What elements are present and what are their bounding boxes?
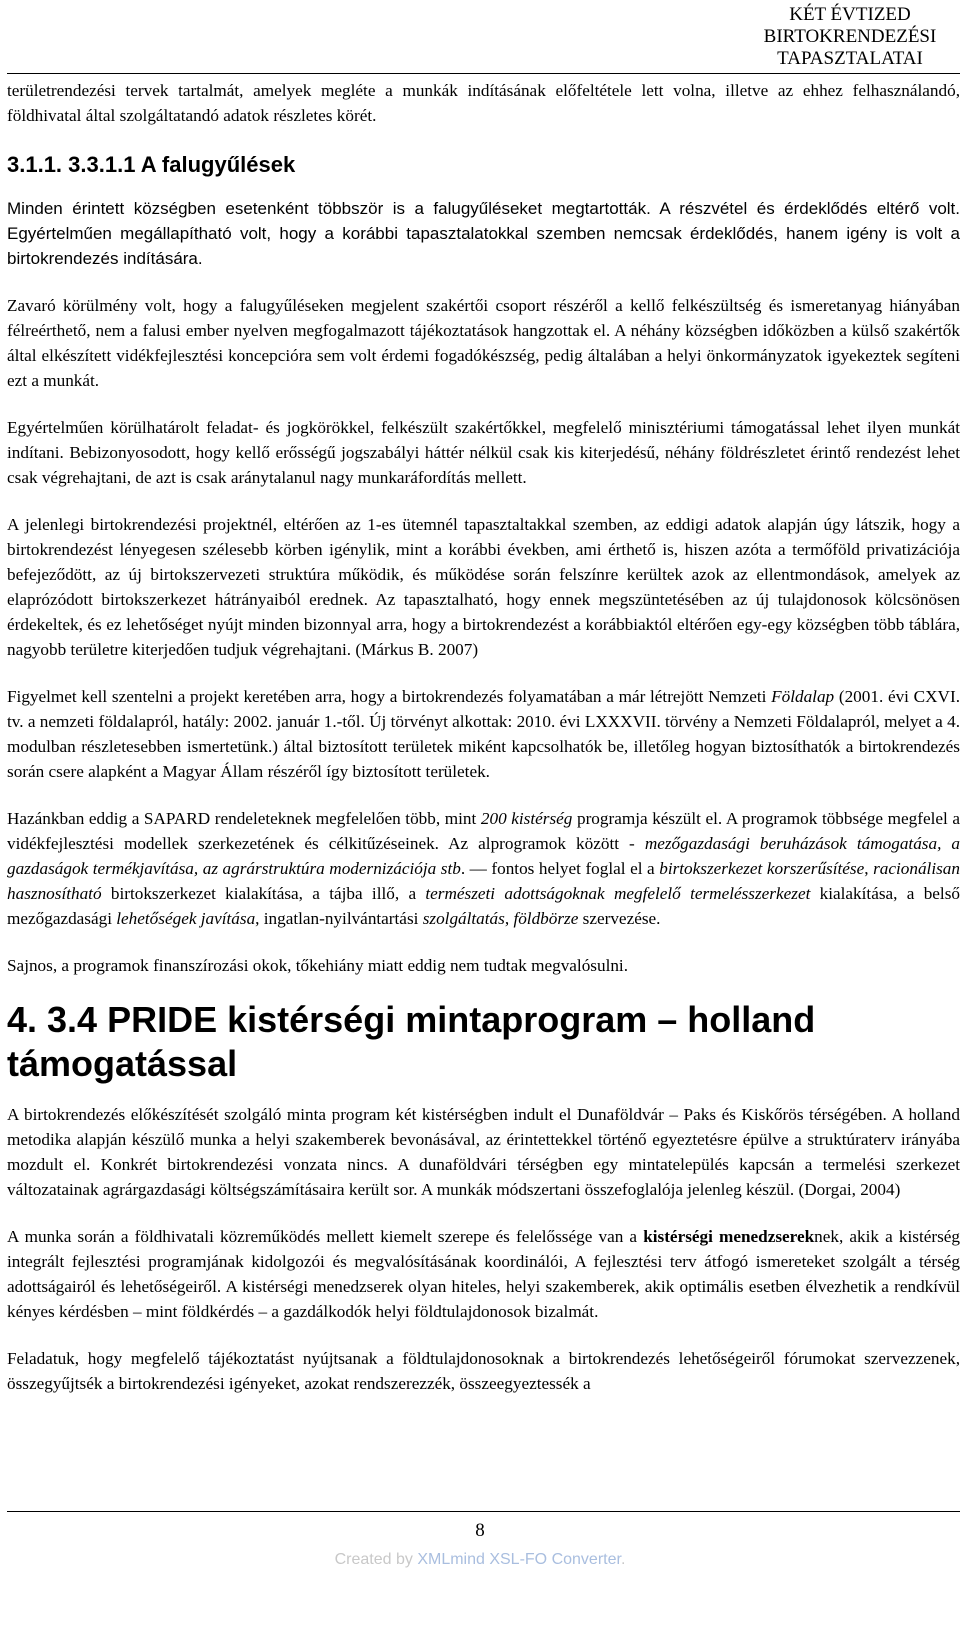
paragraph-birtokrendezes-elokeszitese: A birtokrendezés előkészítését szolgáló minta program két kistérségben indult el Dunaföldvár – Paks és Kiskőrös térségében. A holland metodika alapján készülő munka a helyi szakemberek bevonásával, az érintettekkel történő egyeztetésre épülve a struktúraterv irányába mozdult el. Konkrét birtokrendezési vonzata nincs. A dunaföldvári térségben egy mintatelepülés kapcsán a termelési szerkezet változatainak agrárgazdasági költségszámításaira került sor. A munkák módszertani összefoglalója jelenleg készül. (Dorgai, 2004) bbox=[7, 1105, 960, 1199]
paragraph-jelenlegi: A jelenlegi birtokrendezési projektnél, eltérően az 1-es ütemnél tapasztaltakkal szemben, az eddigi adatok alapján úgy látszik, hogy a birtokrendezést lényegesen szélesebb körben igénylik, mint a korábbi években, ami érthető is, hiszen azóta a termőföld privatizációja befejeződött, az új birtokszervezeti struktúra működik, és működése során felszínre kerültek azok az ellentmondások, amelyek az elaprózódott birtokszerkezet hátrányaiból erednek. Az tapasztalható, hogy ennek megszüntetésében az új tulajdonosok kölcsönösen érdekeltek, és ez lehetőséget nyújt minden bizonnyal arra, hogy a birtokrendezést a korábbiaktól eltérően egy-egy községben több táblára, nagyobb területre kiterjedően tudjuk végrehajtani. (Márkus B. 2007) bbox=[7, 515, 960, 659]
paragraph-egyertelmuen: Egyértelműen körülhatárolt feladat- és jogkörökkel, felkészült szakértőkkel, megfelelő minisztériumi támogatással lehet ilyen munkát indítani. Bebizonyosodott, hogy kellő erősségű jogszabályi háttér nélkül csak kis kiterjedésű, néhány földrészletet érintő rendezést lehet csak végrehajtani, de azt is csak aránytalanul nagy munkaráfordítás mellett. bbox=[7, 418, 960, 487]
p6-italic-racionalisan: racionálisan hasznosítható bbox=[7, 859, 960, 903]
page-content bbox=[7, 78, 960, 1396]
page-number: 8 bbox=[475, 1520, 485, 1541]
p5-text-c: (2001. évi CXVI. tv. a nemzeti földalapról, hatály: 2002. január 1.-től. Új törvényt alkottak: 2010. évi LXXXVII. törvény a Nemzeti Földalapról, melyet a 4. modulban részletesebben ismertetünk.) által biztosított területek miként kapcsolhatók be, illetőleg hogyan biztosíthatók a birtokrendezés során csere alapként a Magyar Állam részéről így biztosított területek. bbox=[7, 687, 960, 781]
paragraph-zavaro: Zavaró körülmény volt, hogy a falugyűléseken megjelent szakértői csoport részéről a kellő felkészültség és ismeretanyag hiányában félreérthető, nem a falusi ember nyelven megfogalmazott tájékoztatások hangzottak el. A néhány községben időközben a külső szakértők által elkészített vidékfejlesztési koncepcióra sem volt érdemi fogadókészség, pedig általában a helyi önkormányzatok igyekeztek segíteni ezt a munkát. bbox=[7, 296, 960, 390]
header-line-3: TAPASZTALATAI bbox=[777, 48, 923, 69]
p9-text-c: nek, akik a kistérség integrált fejlesztési programjának kidolgozói és megvalósításának koordinálói, A fejlesztési terv átfogó ismereteket szolgált a térség adottságairól és lehetőségeiről. A kistérségi menedzserek olyan hiteles, helyi szakemberek, akik optimális esetben élvezhetik a rendkívül kényes kérdésben – mint földkérdés – a gazdálkodók helyi földtulajdonosok bizalmát. bbox=[7, 1227, 960, 1321]
paragraph-falugyulesek bbox=[7, 196, 960, 271]
p6-text-o: , bbox=[504, 909, 514, 928]
p6-text-a: Hazánkban eddig a SAPARD rendeleteknek megfelelően több, mint bbox=[7, 809, 481, 828]
p5-text-a: Figyelmet kell szentelni a projekt keretében arra, hogy a birtokrendezés folyamatában a már létrejött Nemzeti bbox=[7, 687, 772, 706]
p6-text-i: birtokszerkezet kialakítása, a tájba illő, a bbox=[101, 884, 426, 903]
p6-text-g: , bbox=[864, 859, 874, 878]
converter-credit bbox=[0, 1551, 960, 1569]
header-divider bbox=[7, 73, 960, 74]
header-line-2: BIRTOKRENDEZÉSI bbox=[763, 26, 937, 47]
paragraph-munka-soran bbox=[7, 1224, 960, 1324]
p5-italic-foldalap: Földalap bbox=[771, 687, 835, 706]
p6-text-q: szervezése. bbox=[578, 909, 661, 928]
created-by-text: Created by bbox=[334, 1551, 418, 1568]
p6-italic-kisterseg: 200 kistérség bbox=[480, 809, 573, 828]
header-line-1: KÉT ÉVTIZED bbox=[789, 4, 911, 25]
p6-text-m: , ingatlan-nyilvántartási bbox=[255, 909, 423, 928]
converter-link[interactable]: XMLmind XSL-FO Converter bbox=[417, 1551, 621, 1568]
p6-italic-szolgaltatas: szolgáltatás bbox=[422, 909, 505, 928]
chapter-title: 4. 3.4 PRIDE kistérségi mintaprogram – holland támogatással bbox=[7, 999, 816, 1084]
section-title: 3.1.1. 3.3.1.1 A falugyűlések bbox=[7, 152, 296, 177]
p6-italic-lehetosegek: lehetőségek javítása bbox=[116, 909, 256, 928]
p6-italic-foldborze: földbörze bbox=[513, 909, 579, 928]
credit-period: . bbox=[620, 1551, 626, 1568]
paragraph-feladatuk: Feladatuk, hogy megfelelő tájékoztatást nyújtsanak a földtulajdonosoknak a birtokrendezés lehetőségeiről fórumokat szervezzenek, összegyűjtsék a birtokrendezési igényeket, azokat rendszerezzék, összeegyeztessék a bbox=[7, 1349, 960, 1393]
p6-italic-beruhazasok: mezőgazdasági beruházások támogatása, a gazdaságok termékjavítása, az agrárstruktúra modernizációja stb bbox=[7, 834, 960, 878]
p6-italic-korszerusitese: birtokszerkezet korszerűsítése bbox=[659, 859, 865, 878]
running-header bbox=[740, 4, 960, 70]
p6-text-k: kialakítása, a belső mezőgazdasági bbox=[7, 884, 960, 928]
paragraph-sajnos: Sajnos, a programok finanszírozási okok, tőkehiány miatt eddig nem tudtak megvalósulni. bbox=[7, 956, 629, 975]
p6-italic-termeszeti: természeti adottságoknak megfelelő termelésszerkezet bbox=[425, 884, 811, 903]
p6-text-c: programja készült el. A programok többsége megfelel a vidékfejlesztési modellek szerkezetének és célkitűzéseinek. Az alprogramok között - bbox=[7, 809, 960, 853]
p9-text-a: A munka során a földhivatali közreműködés mellett kiemelt szerepe és felelőssége van a bbox=[7, 1227, 644, 1246]
paragraph-falugyulesek-text: Minden érintett községben esetenként többször is a falugyűléseket megtartották. A részvétel és érdeklődés eltérő volt. Egyértelműen megállapítható volt, hogy a korábbi tapasztalatokkal szemben nemcsak érdeklődés, hanem igény is volt a birtokrendezés indítására. bbox=[7, 199, 960, 268]
p6-text-e: . — fontos helyet foglal el a bbox=[460, 859, 660, 878]
p9-bold-menedzserek: kistérségi menedzserek bbox=[643, 1227, 815, 1246]
paragraph-figyelmet bbox=[7, 684, 960, 784]
paragraph-hazankban bbox=[7, 806, 960, 931]
intro-paragraph: területrendezési tervek tartalmát, amelyek megléte a munkák indításának előfeltétele lett volna, illetve az ehhez felhasználandó, földhivatal által szolgáltatandó adatok részletes körét. bbox=[7, 81, 960, 125]
footer-divider bbox=[7, 1511, 960, 1512]
